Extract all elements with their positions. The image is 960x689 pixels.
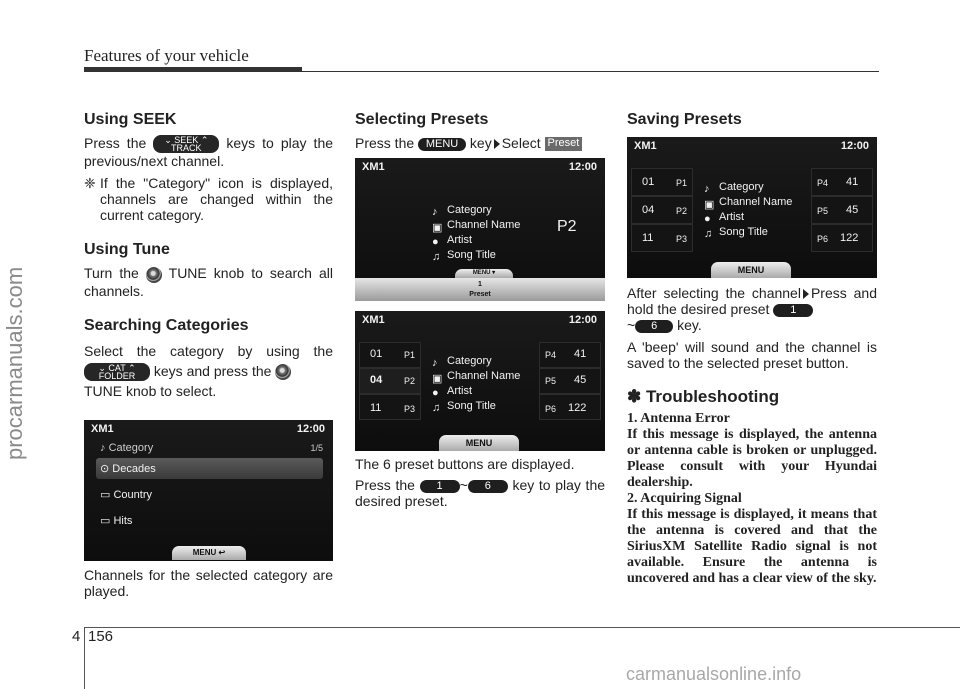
info-channel [432,219,521,234]
preset-1-button: 1 [420,480,460,493]
preset-slot: P4 [817,178,829,188]
folder-label: FOLDER [98,370,136,381]
presets-screen [355,311,605,451]
column-left [84,112,333,401]
trouble-body [627,411,877,587]
info-label: Song Title [719,226,768,238]
info-artist [432,385,472,397]
select-caption-text: The 6 preset buttons are displayed. [355,456,575,472]
preset-button: Preset [545,137,583,151]
page-header-title: Features of your vehicle [84,46,249,65]
seek-paragraph [84,135,333,169]
info-category [432,204,492,216]
select-text-b: key [469,135,492,151]
seek-heading: Using SEEK [84,111,177,128]
screen-menu-bar [172,546,246,560]
preset-1-button: 1 [773,304,813,317]
info-song [432,249,496,261]
artist-icon: ● [704,212,711,225]
folder-icon: ▭ [100,515,111,527]
info-artist [704,211,744,223]
seek-text-b: keys to play the previous/next channel. [84,135,334,170]
track-label: TRACK [171,143,202,154]
saving-text-c: key. [677,317,702,333]
preset-menu-panel [355,278,605,301]
preset-slot: P6 [817,234,829,244]
preset-slot: P3 [404,404,416,414]
trouble-heading [627,389,877,405]
preset-channel: 04 [370,374,383,386]
info-channel [704,196,793,211]
saving-text-b: Press and hold the desired preset [627,285,877,317]
arrow-right-icon [803,289,809,299]
channel-icon: ▣ [432,221,443,234]
bottom-watermark: carmanualsonline.info [626,664,802,684]
info-label: Song Title [447,249,496,261]
trouble-item-1-text: If this message is displayed, the antenna or antenna cable is broken or unplugged. Please consult with your Hyundai dealership. [627,427,877,490]
side-watermark: procarmanuals.com [2,266,27,460]
category-icon: ♪ [432,356,438,369]
info-artist [432,234,472,246]
cats-text-c: TUNE knob to select. [84,382,217,399]
preset-slot: P5 [545,376,557,386]
arrow-right-icon [494,139,500,149]
preset-channel: 122 [840,232,859,244]
select-paragraph [355,135,605,151]
clock-label: 12:00 [568,314,597,326]
tune-heading: Using Tune [84,241,170,259]
category-icon: ♪ [432,205,438,218]
station-label: XM1 [362,161,385,173]
preset-channel: 45 [846,204,859,216]
info-category [704,181,764,193]
menu-label: MENU [192,548,217,557]
preset-6-button: 6 [468,480,508,493]
cat-folder-button: ⌄ CAT ⌃ FOLDER [84,363,150,381]
info-label: Channel Name [719,196,793,208]
category-header-label: Category [108,442,154,454]
info-label: Category [447,204,492,216]
preset-channel: 122 [568,402,587,414]
info-category [432,355,492,367]
menu-label: MENU [472,270,491,276]
select-text-a: Press the [355,135,415,151]
tune-text-a: Turn the [84,265,139,282]
seek-track-button: ⌄ SEEK ⌃ TRACK [153,135,219,153]
channel-icon: ▣ [432,372,443,385]
preset-slot: P5 [817,206,829,216]
page-indicator: 1/5 [310,443,323,453]
preset-channel: 41 [846,176,859,188]
play-icon: ⊙ [100,463,110,475]
info-label: Category [719,181,764,193]
preset-slot: P2 [404,376,416,386]
info-label: Artist [447,385,473,397]
cats-paragraph [84,341,333,401]
seek-note-text: If the "Category" icon is displayed, channels are changed within the current category. [100,175,333,224]
preset-channel: 11 [370,402,382,414]
cats-caption [84,567,333,599]
station-label: XM1 [634,140,657,152]
footer-rule [84,627,960,628]
select-text-c: Select [501,135,541,151]
trouble-item-1-title: 1. Antenna Error [627,411,730,426]
select-paragraph-2 [355,477,605,509]
info-song [432,400,496,412]
tilde-text: ~ [627,317,636,333]
tilde-text: ~ [459,477,468,493]
list-item-label: Decades [112,463,156,475]
note-symbol: ❈ [84,175,96,192]
column-middle [355,112,605,151]
preset-6-button: 6 [635,320,673,333]
screen-menu-bar: MENU [711,262,791,278]
seek-label: SEEK [174,135,199,146]
preset-slot: P2 [676,206,688,216]
list-item-label: Hits [113,515,133,527]
list-item-decades [100,462,156,475]
info-label: Song Title [447,400,496,412]
cats-caption-text: Channels for the selected category are played. [84,567,333,599]
saving-presets-screen [627,137,877,278]
select-text-e: key to play the desired preset. [355,477,606,509]
info-screen [355,158,605,301]
info-label: Channel Name [447,370,521,382]
chapter-number: 4 [72,628,81,645]
preset-slot: P6 [545,404,557,414]
screen-menu-bar: MENU [439,435,519,451]
info-song [704,226,768,238]
menu-button: MENU [418,138,466,151]
select-heading: Selecting Presets [355,111,489,128]
select-text-d: Press the [355,477,415,493]
saving-paragraph-2: A 'beep' will sound and the channel is saved to the selected preset button. [627,339,877,371]
list-item-country [100,488,152,501]
info-channel [432,370,521,385]
info-label: Artist [447,234,473,246]
preset-channel: 11 [642,232,654,244]
preset-channel: 04 [642,204,655,216]
clock-label: 12:00 [296,423,325,435]
song-icon: ♫ [704,227,713,240]
info-label: Artist [719,211,745,223]
folder-icon: ▭ [100,489,111,501]
trouble-symbol: ✽ [627,387,642,406]
category-header [100,442,153,454]
clock-label: 12:00 [840,140,869,152]
cats-text-b: keys and press the [153,362,272,379]
channel-icon: ▣ [704,198,715,211]
info-label: Channel Name [447,219,521,231]
column-right [627,285,877,587]
station-label: XM1 [362,314,385,326]
screen-menu-tab: MENU ▾ [455,269,513,278]
saving-heading-block [627,112,877,128]
select-captions [355,456,605,509]
tune-knob-icon [275,364,291,380]
artist-icon: ● [432,235,439,248]
list-item-label: Country [113,489,152,501]
cat-label: CAT [108,362,126,373]
cats-text-a: Select the category by using the [84,342,333,359]
category-icon: ♪ [100,442,106,454]
tune-text-b: TUNE knob to search all channels. [84,265,334,299]
trouble-item-2-text: If this message is displayed, it means that the antenna is covered and that the SiriusXM Satellite Radio signal is not available. Ensure the antenna is uncovered and has a clear view of the sky. [627,507,877,586]
saving-text-a: After selecting the channel [627,285,801,301]
preset-slot: P1 [676,178,688,188]
preset-channel: 01 [642,176,655,188]
back-icon: ↩ [218,548,226,557]
artist-icon: ● [432,386,439,399]
tune-paragraph [84,265,333,298]
preset-channel: 01 [370,348,383,360]
station-label: XM1 [91,423,114,435]
seek-note [84,175,333,223]
saving-paragraph [627,285,877,333]
info-label: Category [447,355,492,367]
category-icon: ♪ [704,182,710,195]
trouble-title: Troubleshooting [645,387,780,406]
preset-channel: 41 [574,348,587,360]
footer-separator [84,627,85,689]
preset-slot: P1 [404,350,416,360]
song-icon: ♫ [432,401,441,414]
preset-slot: P3 [676,234,688,244]
list-item-hits [100,514,132,527]
preset-channel: 45 [574,374,587,386]
page-number: 156 [88,628,114,645]
saving-heading: Saving Presets [627,111,742,128]
cats-heading: Searching Categories [84,316,249,334]
header-rule [84,71,879,72]
trouble-item-2-title: 2. Acquiring Signal [627,491,742,506]
preset-slot: P4 [545,350,557,360]
preset-menu-num: 1 [478,281,482,288]
seek-text-a: Press the [84,135,147,151]
song-icon: ♫ [432,250,441,263]
tune-knob-icon [146,267,162,283]
category-screen [84,420,333,561]
preset-menu-label: Preset [469,291,491,298]
clock-label: 12:00 [568,161,597,173]
preset-indicator: P2 [557,218,577,235]
